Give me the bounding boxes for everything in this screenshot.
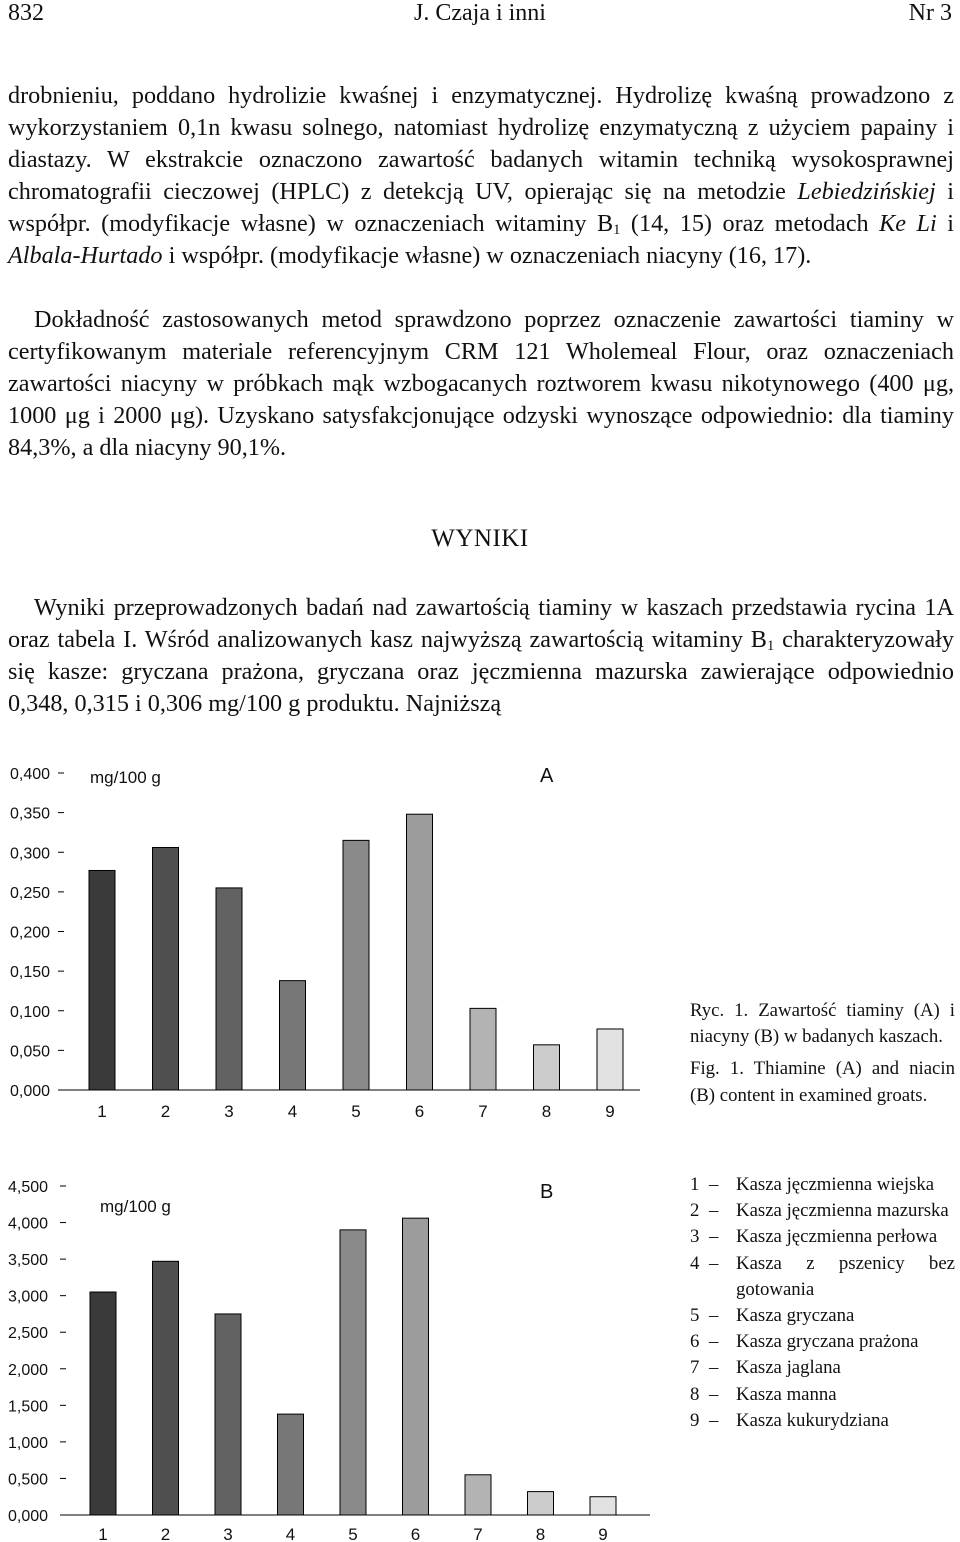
chart-niacin-b	[0, 1170, 680, 1542]
legend-dash: –	[709, 1252, 719, 1274]
bar-8	[528, 1492, 554, 1515]
x-tick-label: 4	[287, 1102, 298, 1121]
bar-2	[153, 1261, 179, 1515]
x-tick-label: 8	[541, 1102, 552, 1121]
bar-5	[343, 840, 369, 1090]
y-tick-label: 4,000	[8, 1215, 49, 1233]
legend-item	[690, 1329, 955, 1355]
legend-label: Kasza jaglana	[736, 1357, 841, 1379]
caption-polish: Ryc. 1. Zawartość tiaminy (A) i niacyny (B) w badanych kaszach.	[690, 1000, 955, 1048]
legend-number: 4	[690, 1252, 700, 1274]
legend-dash: –	[709, 1174, 719, 1195]
panel-label: B	[540, 1181, 554, 1203]
y-tick-label: 0,050	[10, 1043, 51, 1061]
section-heading: WYNIKI	[431, 525, 529, 552]
x-tick-label: 3	[223, 1525, 233, 1542]
figure-caption	[690, 998, 955, 1109]
bar-1	[89, 870, 115, 1090]
legend-number: 5	[690, 1305, 700, 1327]
x-tick-label: 9	[598, 1525, 608, 1542]
x-tick-label: 6	[414, 1102, 425, 1121]
caption-english: Fig. 1. Thiamine (A) and niacin (B) content in examined groats.	[690, 1058, 955, 1106]
y-tick-label: 2,000	[8, 1361, 49, 1379]
legend-label: Kasza jęczmienna mazurska	[736, 1200, 949, 1222]
y-tick-label: 3,500	[8, 1252, 49, 1270]
y-tick-label: 1,500	[8, 1398, 49, 1416]
bar-3	[215, 1314, 241, 1515]
y-tick-label: 0,150	[10, 964, 51, 982]
x-tick-label: 8	[535, 1525, 546, 1542]
legend-number: 7	[690, 1357, 700, 1379]
legend-dash: –	[709, 1200, 719, 1222]
x-tick-label: 5	[351, 1102, 361, 1121]
bar-1	[90, 1292, 116, 1515]
chart-thiamine-a	[0, 755, 680, 1125]
legend-label: Kasza gryczana prażona	[736, 1331, 919, 1353]
legend-number: 2	[690, 1200, 700, 1222]
y-tick-label: 0,200	[10, 924, 51, 942]
legend-label: Kasza jęczmienna wiejska	[736, 1174, 935, 1195]
x-tick-label: 2	[160, 1525, 171, 1542]
y-tick-label: 0,000	[10, 1083, 51, 1100]
legend-item	[690, 1303, 955, 1329]
bar-6	[403, 1218, 429, 1515]
issue-number: Nr 3	[908, 0, 952, 26]
bar-7	[465, 1475, 491, 1515]
running-title: J. Czaja i inni	[414, 0, 546, 26]
legend-dash: –	[709, 1331, 719, 1353]
x-tick-label: 4	[285, 1525, 296, 1542]
bar-8	[534, 1045, 560, 1090]
paragraph-accuracy: Dokładność zastosowanych metod sprawdzono poprzez oznaczenie zawartości tiaminy w certyfikowanym materiale referencyjnym CRM 121 Wholemeal Flour, oraz oznaczeniach zawartości niacyny w próbkach mąk wzbogacanych roztworem kwasu nikotynowego (400 μg, 1000 μg i 2000 μg). Uzyskano satysfakcjonujące odzyski wynoszące odpowiednio: dla tiaminy 84,3%, a dla niacyny 90,1%.	[8, 306, 954, 461]
x-tick-label: 2	[160, 1102, 171, 1121]
legend-label: Kasza kukurydziana	[736, 1409, 889, 1431]
y-tick-label: 0,300	[10, 845, 51, 863]
legend-label: Kasza jęczmienna perłowa	[736, 1226, 938, 1248]
x-tick-label: 5	[348, 1525, 358, 1542]
legend-item	[690, 1382, 955, 1408]
x-tick-label: 6	[410, 1525, 421, 1542]
bar-4	[280, 981, 306, 1090]
figure-legend	[690, 1172, 955, 1434]
legend-dash: –	[709, 1305, 719, 1327]
x-tick-label: 7	[473, 1525, 483, 1542]
legend-number: 9	[690, 1409, 700, 1431]
legend-item	[690, 1251, 955, 1303]
legend-item	[690, 1198, 955, 1224]
legend-dash: –	[709, 1383, 719, 1405]
bar-7	[470, 1008, 496, 1090]
legend-label: Kasza gryczana	[736, 1305, 855, 1327]
bar-4	[278, 1414, 304, 1515]
bar-6	[407, 814, 433, 1090]
bar-5	[340, 1230, 366, 1515]
y-tick-label: 0,350	[10, 805, 51, 823]
legend-dash: –	[709, 1357, 719, 1379]
legend-label: Kasza manna	[736, 1383, 837, 1405]
legend-number: 1	[690, 1174, 700, 1195]
bar-9	[590, 1497, 616, 1515]
x-tick-label: 9	[605, 1102, 615, 1121]
page-number: 832	[8, 0, 44, 26]
bar-9	[597, 1029, 623, 1090]
page-header	[0, 0, 960, 30]
y-tick-label: 0,500	[8, 1471, 49, 1489]
panel-label: A	[540, 765, 554, 787]
y-tick-label: 4,500	[8, 1179, 49, 1196]
y-tick-label: 1,000	[8, 1434, 49, 1452]
bar-3	[216, 888, 242, 1090]
legend-item	[690, 1355, 955, 1381]
legend-item	[690, 1224, 955, 1250]
legend-item	[690, 1408, 955, 1434]
legend-number: 8	[690, 1383, 700, 1405]
legend-dash: –	[709, 1409, 719, 1431]
y-tick-label: 0,100	[10, 1003, 51, 1021]
unit-label: mg/100 g	[100, 1197, 171, 1216]
y-tick-label: 3,000	[8, 1288, 49, 1306]
x-tick-label: 3	[224, 1102, 234, 1121]
x-tick-label: 1	[98, 1525, 108, 1542]
y-tick-label: 2,500	[8, 1325, 49, 1343]
legend-dash: –	[709, 1226, 719, 1248]
unit-label: mg/100 g	[90, 768, 161, 787]
x-tick-label: 1	[97, 1102, 107, 1121]
paragraph-results: Wyniki przeprowadzonych badań nad zawartością tiaminy w kaszach przedstawia rycina 1A oraz tabela I. Wśród analizowanych kasz najwyższą zawartością witaminy $B_1$ charakteryzowały się kasze: gryczana prażona, gryczana oraz jęczmienna mazurska zawierające odpowiednio 0,348, 0,315 i 0,306 mg/100 g produktu. Najniższą	[8, 594, 954, 717]
legend-number: 3	[690, 1226, 700, 1248]
y-tick-label: 0,000	[8, 1508, 49, 1525]
y-tick-label: 0,400	[10, 766, 51, 783]
x-tick-label: 7	[478, 1102, 488, 1121]
legend-number: 6	[690, 1331, 700, 1353]
bar-2	[153, 847, 179, 1090]
y-tick-label: 0,250	[10, 884, 51, 902]
legend-item	[690, 1172, 955, 1198]
legend-label: Kasza z pszenicy bez gotowania	[736, 1252, 955, 1300]
paragraph-methods: drobnieniu, poddano hydrolizie kwaśnej i enzymatycznej. Hydrolizę kwaśną prowadzono z wykorzystaniem 0,1n kwasu solnego, natomiast hydrolizę enzymatyczną z użyciem papainy i diastazy. W ekstrakcie oznaczono zawartość badanych witamin techniką wysokosprawnej chromatografii cieczowej (HPLC) z detekcją UV, opierając się na metodzie Lebiedzińskiej i współpr. (modyfikacje własne) w oznaczeniach witaminy $B_1$ (14, 15) oraz metodach Ke Li i Albala-Hurtado i współpr. (modyfikacje własne) w oznaczeniach niacyny (16, 17).	[8, 82, 954, 269]
